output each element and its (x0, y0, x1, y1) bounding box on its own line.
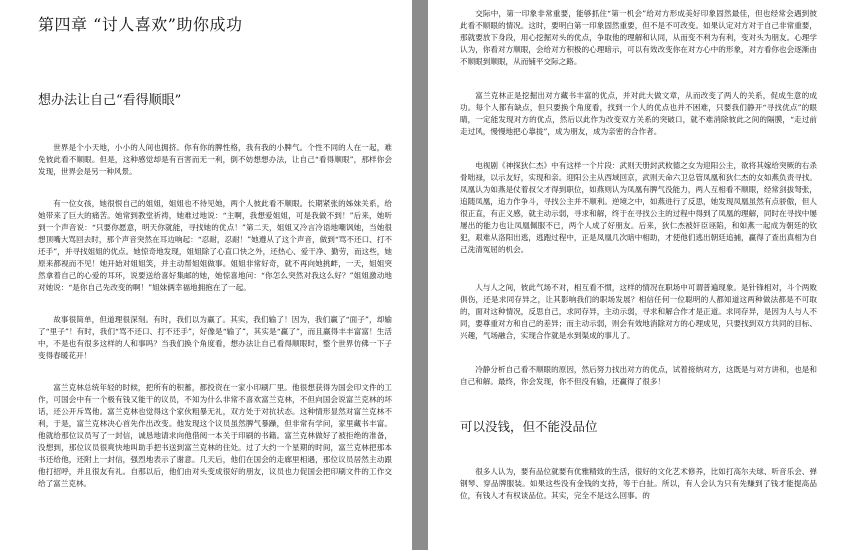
paragraph: 交际中，第一印象非常重要，能够抓住“第一机会”给对方形成美好印象固然最佳，但也经常会遇到彼此看不顺眼的情况。这时，要明白第一印象固然重要，但不是不可改变。如果认定对方对于自己非常重要，那就要放下身段，用心挖掘对头的优点，争取他的理解和认同，从而变不利为有利，变对头为朋友。心理学认为，你看对方顺眼，会给对方积极的心理暗示，可以有效改变你在对方心中的形象，对方看你也会逐渐由不顺眼到顺眼，从而铺平交际之路。 (460, 9, 817, 66)
document-page-right (428, 0, 843, 550)
document-page-left (0, 0, 412, 550)
section-title: 可以没钱，但不能没品位 (460, 419, 598, 434)
paragraph: 人与人之间，彼此气场不对，相互看不惯，这样的情况在职场中可谓普遍现象。是针锋相对，斗个两败俱伤，还是求同存异之，让其影响我们的职场发展？相信任何一位聪明的人都知道这两种做法都是不可取的，面对这种情况，反思自己，求同存异，主动示弱，寻求和解合作才是正道。求同存异，是因为人与人不同，要尊重对方和自己的差异；而主动示弱，则会有效地消除对方的心理成见，只要找到双方共同的目标、兴趣，气场融合，实现合作就是水到渠成的事儿了。 (460, 283, 817, 340)
paragraph: 电视剧《神探狄仁杰》中有这样一个片段：武则天册封武攸德之女为迎阳公主，欲将其嫁给突厥的右杀骨咄禄，以示友好，实现和亲。迎阳公主从西域回京，武则天命六卫总管凤凰和狄仁杰的女如燕负责寻找。凤凰认为如燕是仗着叔父才得到职位，如燕则认为凤凰有脾气没能力，两人互相看不顺眼，经常剑拔弩张，追随凤凰，追力作争斗，寻找公主并不顺利。逆境之中，如燕进行了反思，她发现凤凰虽然有点骄傲，但人很正直，有正义感，就主动示弱，寻求和解，终于在寻找公主的过程中得到了凤凰的理解，同时在寻找中屡屡出的能力也让凤凰佩服不已，两个人成了好朋友。后来，狄仁杰被奸臣诬陷，和如燕一起成为朝廷的钦犯，艰难从洛阳出逃，逃跑过程中，正是凤凰几次暗中相助，才使他们逃出朝廷追捕，赢得了查出真相为自己洗清冤屈的机会。 (460, 161, 817, 254)
paragraph: 很多人认为，要有品位就要有优雅精致的生活，很好的文化艺术修养，比如打高尔夫球、听音乐会、弹钢琴、穿品牌服装。如果这些没有金钱的支持，等于白扯。所以，有人会认为只有先赚到了钱才能提高品位，有钱人才有权谈品位。其实，完全不是这么回事。的 (460, 467, 817, 500)
page-gutter (412, 0, 428, 550)
paragraph: 冷静分析自己看不顺眼的原因，然后努力找出对方的优点，试着接纳对方，这既是与对方讲和，也是和自己和解。最终，你会发现，你不但没有输，还赢得了很多！ (460, 365, 817, 386)
paragraph: 有一位女孩，她很恨自己的姐姐，姐姐也不待见她，两个人彼此看不顺眼。长期紧张的姊妹关系，给她带来了巨大的痛苦。她常到教堂祈祷，她难过地说：“主啊，我想爱姐姐，可是我做不到！”后来，她听到一个声音说：“只要你愿意，明天你就能，寻找她的优点！”第二天，姐姐又冷言冷语地嘲讽她，当她很想顶嘴大骂回去时，那个声音突然在耳边响起：“忍耐，忍耐！”她遵从了这个声音，做到“骂不还口、打不还手”，并寻找姐姐的优点。她惊奇地发现，姐姐除了心直口快之外，还热心、爱干净、勤劳，而这些，她原来都视而不见！她开始对姐姐笑，并主动帮姐姐做事。姐姐非常好奇，就不再向她挑衅，一天，姐姐突然拿着自己的心爱的耳环，说要送给喜好集邮的她，她惊喜地问：“你怎么突然对我这么好？”姐姐激动地对她说：“是你自己先改变的啊！”姐妹俩幸福地拥抱在了一起。 (38, 199, 392, 292)
paragraph: 故事很简单，但道理很深刻。有时，我们以为赢了。其实，我们输了！因为，我们赢了“面子”，却输了“里子”！有时，我们“骂不还口、打不还手”，好像是“输了”，其实是“赢了”，而且赢得丰丰富富！生活中，不是也有很多这样的人和事吗？当我们换个角度看，想办法让自己看得顺眼时，整个世界仿佛一下子变得春暖花开！ (38, 315, 392, 360)
paragraph: 富兰克林正是挖掘出对方藏书丰富的优点，并对此大做文章，从而改变了两人的关系，促成生意的成功。每个人都有缺点，但只要换个角度看，找到一个人的优点也并不困难，只要我们静开“寻找优点”的眼睛，一定能发现对方的优点，然后以此作为改变双方关系的突破口，就不难消除彼此之间的隔膜，“走过前走过风，慢慢地把心靠拢”，成为朋友，成为亲密的合作者。 (460, 91, 817, 136)
paragraph: 世界是个小天地，小小的人间也拥挤。你有你的脾性格，我有我的小脾气。个性不同的人在一起，难免彼此看不顺眼。但是，这种感觉却是有百害而无一利，倒不妨想想办法，让自己“看得顺眼”，那样你会发现，世界会是另一种风景。 (38, 143, 392, 176)
chapter-title: 第四章 “讨人喜欢”助你成功 (38, 15, 243, 34)
section-title: 想办法让自己“看得顺眼” (38, 93, 182, 108)
paragraph: 富兰克林总统年轻的时候，把所有的积蓄，都投资在一家小印刷厂里。他很想获得为国会印文件的工作，可国会中有一个极有钱又能干的议员，不知为什么非常不喜欢富兰克林，不但向国会说富兰克林的坏话，还公开斥骂他。富兰克林也觉得这个家伙粗暴无礼，双方处于对抗状态。这种情形显然对富兰克林不利，于是，富兰克林决心首先作出改变。他发现这个议员虽然脾气暴躁，但非常有学问，家里藏书丰富。他就给那位议员写了一封信，诚恳地请求向他借阅一本关于印刷的书籍。富兰克林做好了被拒绝的准备，没想到，那位议员很爽快地叫助手把书送到富兰克林的住处。过了大约一个星期的时间，富兰克林把那本书还给他，还附上一封信，强烈地表示了谢意。几天后，他们在国会的走廊里相遇，那位议员居然主动跟他打招呼，并且很友有礼。自那以后，他们由对头变成很好的朋友，议员也力促国会把印刷文件的工作交给了富兰克林。 (38, 383, 392, 488)
